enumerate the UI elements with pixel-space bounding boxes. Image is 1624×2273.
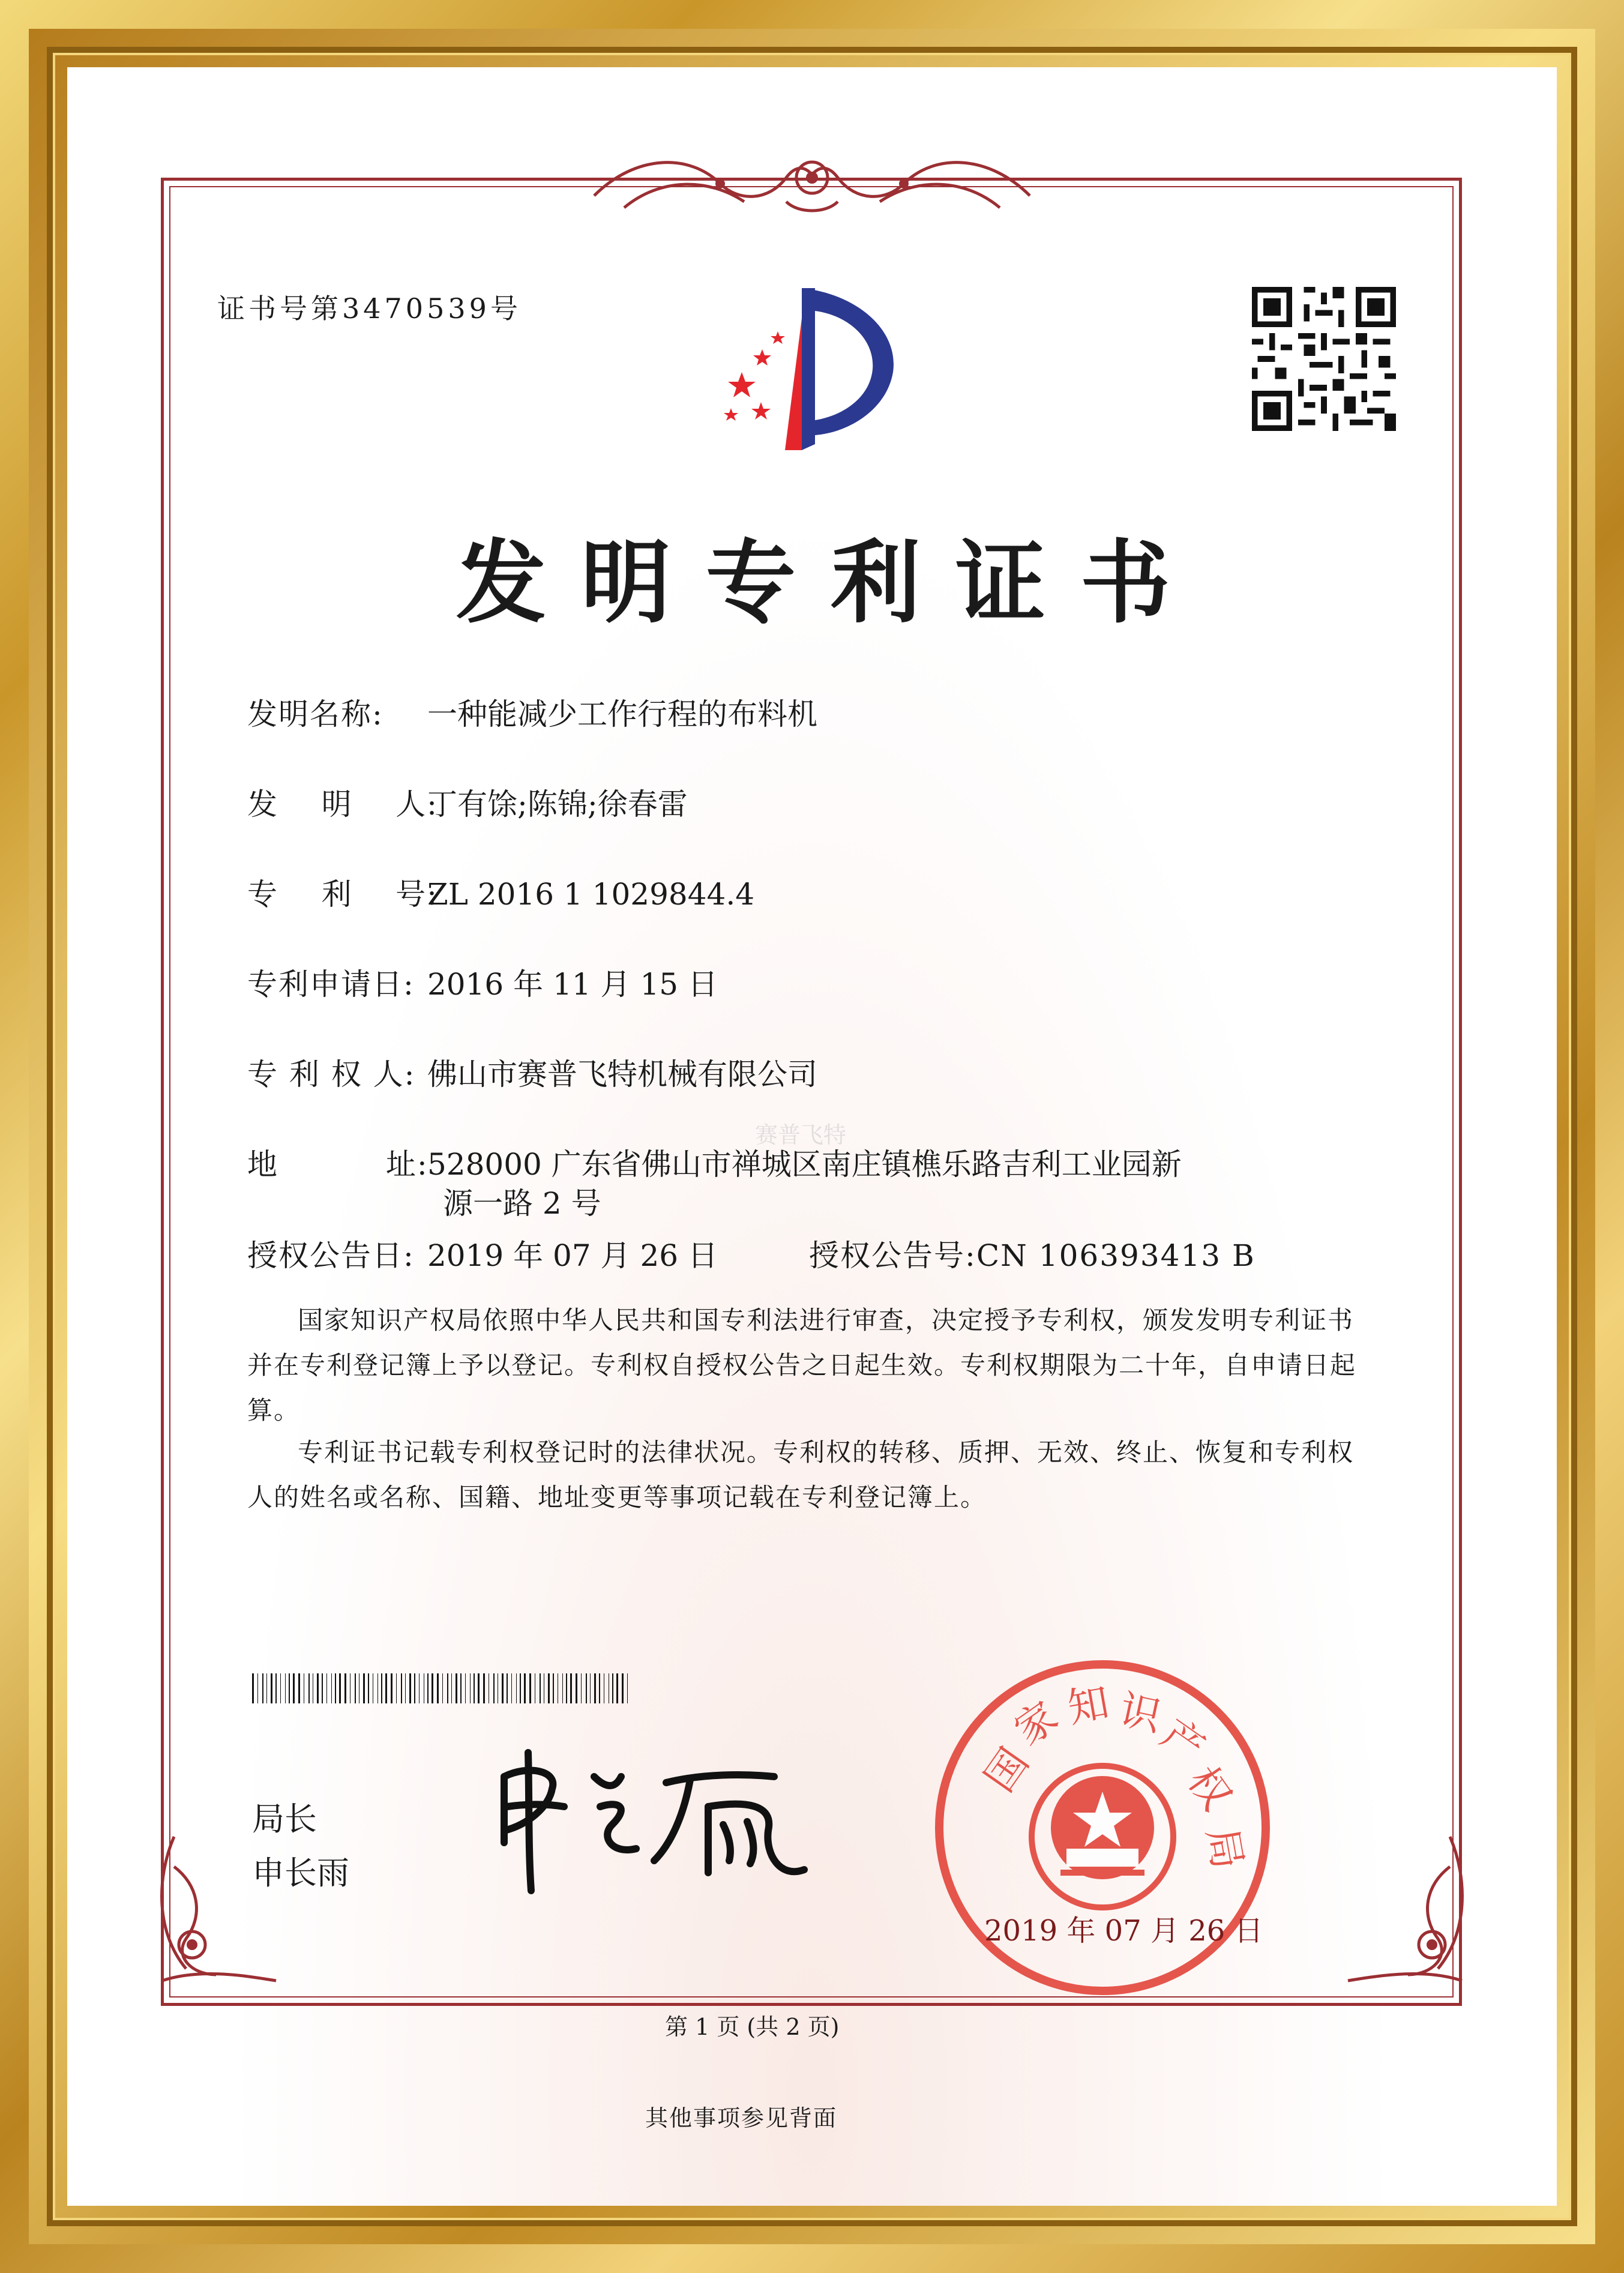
seal-char-quan: 权 (1178, 1758, 1241, 1819)
invention-name-value: 一种能减少工作行程的布料机 (427, 697, 817, 732)
seal-char-jia: 家 (1006, 1693, 1067, 1755)
patent-number-label: 专 利 号: (247, 877, 438, 912)
seal-date: 2019 年 07 月 26 日 (984, 1914, 1263, 1948)
cnipa-logo-icon (695, 282, 923, 456)
field-inventors (247, 780, 688, 823)
patentee-label: 专 利 权 人: (247, 1057, 416, 1092)
paragraph-1: 国家知识产权局依照中华人民共和国专利法进行审查，决定授予专利权，颁发发明专利证书并在专利登记簿上予以登记。专利权自授权公告之日起生效。专利权期限为二十年，自申请日起算。 (247, 1305, 1357, 1425)
seal-char-zhi: 知 (1064, 1679, 1113, 1733)
barcode-icon (252, 1673, 630, 1703)
paragraph-2: 专利证书记载专利权登记时的法律状况。专利权的转移、质押、无效、终止、恢复和专利权人的姓名或名称、国籍、地址变更等事项记载在专利登记簿上。 (247, 1438, 1355, 1512)
chief-name: 申长雨 (252, 1854, 349, 1892)
corner-ornament-right-icon (1336, 1831, 1474, 1987)
seal-char-shi: 识 (1115, 1686, 1165, 1741)
seal-char-chan: 产 (1152, 1710, 1213, 1772)
qr-code-icon (1252, 287, 1396, 431)
grant-date-value: 2019 年 07 月 26 日 (427, 1238, 718, 1273)
field-address (247, 1140, 1182, 1184)
page-number: 第 1 页 (共 2 页) (665, 2014, 840, 2040)
top-ornament-icon (588, 142, 1036, 220)
publication-number-label: 授权公告号: (809, 1238, 976, 1273)
grant-date-label: 授权公告日: (247, 1238, 415, 1273)
back-note: 其他事项参见背面 (645, 2105, 838, 2131)
field-invention-name (247, 690, 817, 733)
patentee-value: 佛山市赛普飞特机械有限公司 (427, 1057, 817, 1092)
chief-title: 局长 (252, 1800, 317, 1838)
publication-number-value: CN 106393413 B (976, 1238, 1256, 1273)
filing-date-label: 专利申请日: (247, 967, 415, 1002)
certificate-title: 发明专利证书 (456, 530, 1206, 636)
field-grant-date (247, 1232, 718, 1275)
seal-char-ju: 局 (1197, 1824, 1251, 1873)
field-publication-number (809, 1232, 1256, 1275)
field-patent-number (247, 870, 754, 914)
field-patentee (247, 1050, 817, 1094)
address-label: 地 址: (247, 1147, 429, 1182)
address-value-line2: 源一路 2 号 (443, 1186, 601, 1221)
field-filing-date (247, 960, 718, 1004)
watermark: 赛普飞特 (755, 1122, 847, 1148)
patent-number-value: ZL 2016 1 1029844.4 (427, 877, 755, 912)
invention-name-label: 发明名称: (247, 697, 383, 732)
address-value-line1: 528000 广东省佛山市禅城区南庄镇樵乐路吉利工业园新 (427, 1147, 1182, 1182)
inventors-value: 丁有馀;陈锦;徐春雷 (427, 787, 688, 822)
inventors-label: 发 明 人: (247, 787, 438, 822)
handwritten-signature-icon (492, 1741, 816, 1897)
certificate-number: 证书号第3470539号 (217, 292, 522, 325)
filing-date-value: 2016 年 11 月 15 日 (427, 967, 718, 1002)
seal-char-guo: 国 (976, 1739, 1038, 1801)
